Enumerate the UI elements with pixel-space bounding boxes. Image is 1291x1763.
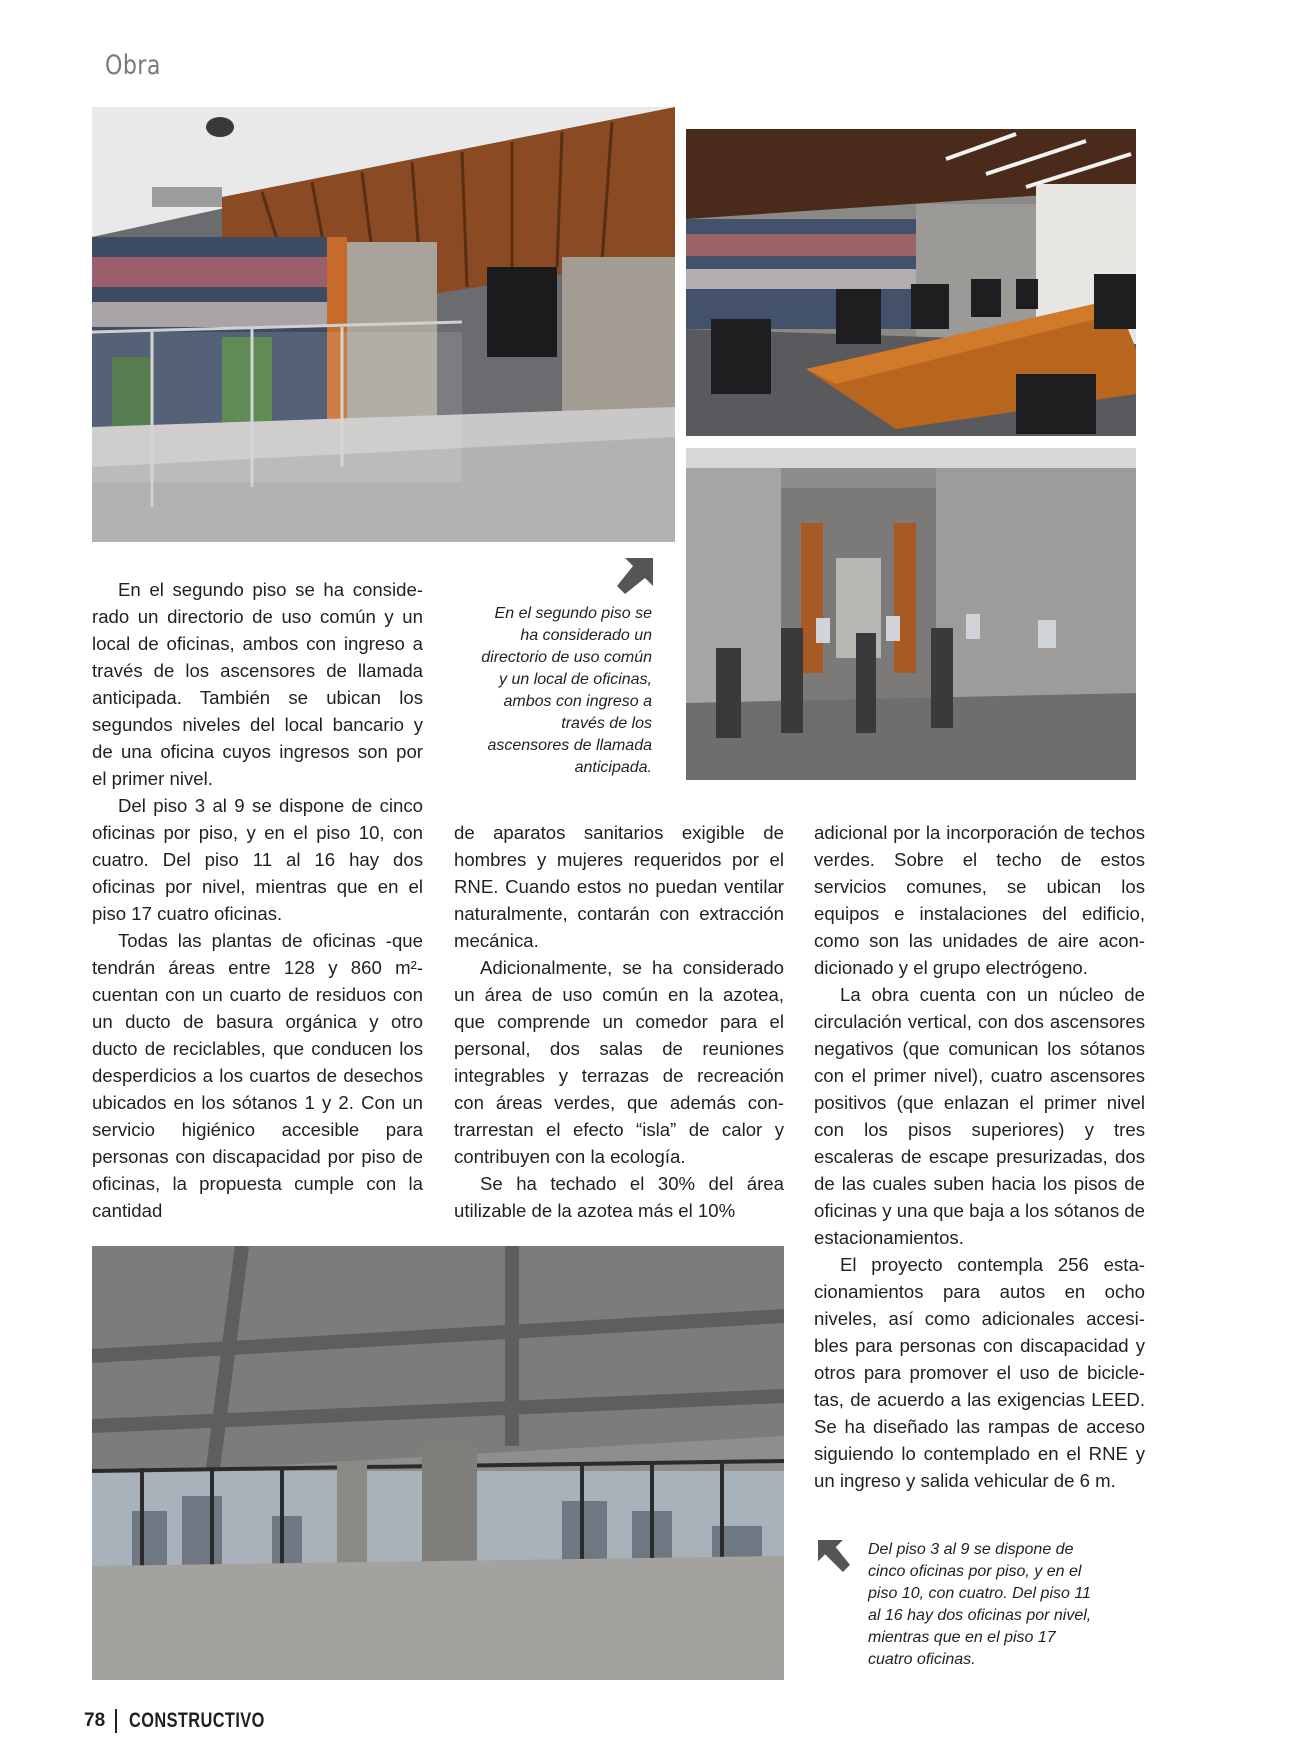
- column-middle: [454, 819, 784, 1224]
- paragraph: Se ha techado el 30% del área utilizable de la azotea más el 10%: [454, 1173, 784, 1221]
- paragraph: Del piso 3 al 9 se dispone de cinco oficinas por piso, y en el piso 10, con cuatro. Del piso 11 al 16 hay dos oficinas por nivel, mientras que en el piso 17 cuatro oficinas.: [92, 795, 423, 924]
- photo-lobby-mezzanine: [92, 107, 675, 542]
- column-left: [92, 576, 423, 1224]
- page-footer: [84, 1706, 303, 1736]
- caption-top: En el segundo piso se ha considerado un directorio de uso común y un local de oficinas, ambos con ingreso a través de los ascensores de llamada anticipada.: [481, 605, 652, 776]
- column-right: [814, 819, 1145, 1494]
- paragraph: adicional por la incorporación de techos verdes. Sobre el techo de estos servicios comunes, se ubican los equipos e instalaciones del edificio, como son las unidades de aire acondicionado y el grupo electrógeno.: [814, 822, 1145, 978]
- photo-open-floor: [92, 1246, 784, 1680]
- paragraph: Adicionalmente, se ha considerado un área de uso común en la azotea, que comprende un comedor para el personal, dos salas de reuniones integrables y terrazas de recreación con áreas verdes, que además contrarrestan el efecto “isla” de calor y contribuyen con la ecología.: [454, 957, 784, 1167]
- paragraph: La obra cuenta con un núcleo de circulación vertical, con dos ascensores negativos (que comunican los sótanos con el primer nivel), cuatro ascensores positivos (que enlazan el primer nivel con los pisos superiores) y tres escaleras de escape presurizadas, dos de las cuales suben hacia los pisos de oficinas y una que baja a los sótanos de estacionamientos.: [814, 984, 1145, 1248]
- paragraph: Todas las plantas de oficinas -que tendrán áreas entre 128 y 860 m²- cuentan con un cuarto de residuos con un ducto de basura orgánica y otro ducto de reciclables, que conducen los desperdicios a los cuartos de desechos ubicados en los sótanos 1 y 2. Con un servicio higiénico accesible para personas con discapacidad por piso de oficinas, la propuesta cumple con la cantidad: [92, 930, 423, 1221]
- paragraph: El proyecto contempla 256 estacionamientos para autos en ocho niveles, así como adicionales accesibles para personas con discapacidad y otros para promover el uso de bicicletas, de acuerdo a las exigencias LEED. Se ha diseñado las rampas de acceso siguiendo lo contemplado en el RNE y un ingreso y salida vehicular de 6 m.: [814, 1254, 1145, 1491]
- photo-access-lobby: [686, 448, 1136, 780]
- arrow-up-left-icon: [818, 1540, 850, 1572]
- magazine-name: CONSTRUCTIVO: [128, 1709, 265, 1732]
- footer-divider: [115, 1709, 117, 1733]
- photo-boardroom: [686, 129, 1136, 436]
- section-tag: Obra: [105, 50, 161, 81]
- page-number: 78: [84, 1710, 106, 1731]
- paragraph: En el segundo piso se ha considerado un directorio de uso común y un local de oficinas, ambos con ingreso a través de los ascensores de llamada anticipada. También se ubican los segundos niveles del local bancario y de una oficina cuyos ingresos son por el primer nivel.: [92, 579, 423, 789]
- arrow-up-right-icon: [617, 558, 653, 594]
- caption-bottom: Del piso 3 al 9 se dispone de cinco oficinas por piso, y en el piso 10, con cuatro. Del piso 11 al 16 hay dos oficinas por nivel, mientras que en el piso 17 cuatro oficinas.: [868, 1541, 1092, 1668]
- paragraph: de aparatos sanitarios exigible de hombres y mujeres requeridos por el RNE. Cuando estos no puedan ventilar naturalmente, contarán con extracción mecánica.: [454, 822, 784, 951]
